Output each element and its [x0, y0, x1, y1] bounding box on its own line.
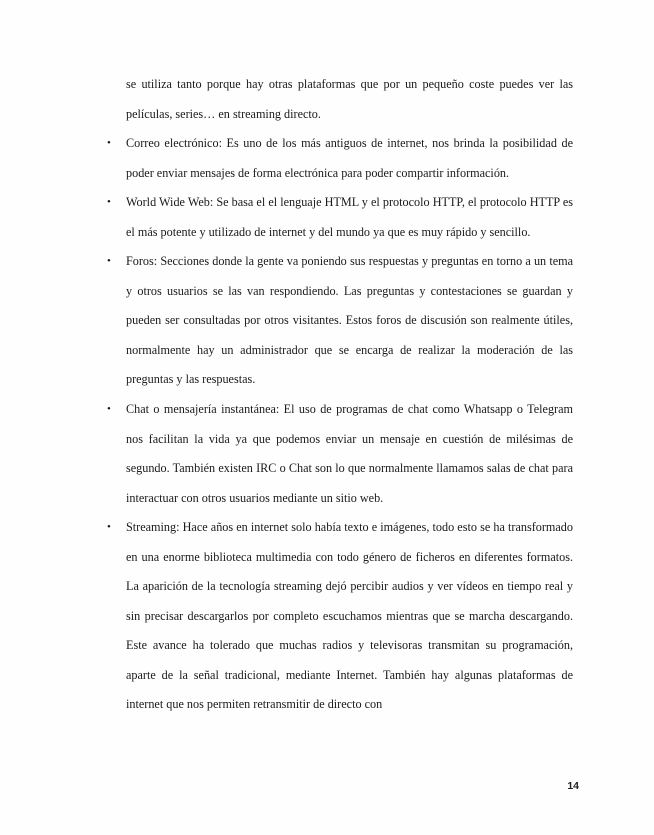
- bullet-icon: •: [107, 403, 111, 416]
- list-item-text: Correo electrónico: Es uno de los más antiguos de internet, nos brinda la posibilidad de poder enviar mensajes de forma electrónica para poder compartir información.: [126, 136, 573, 180]
- list-item-chat: [107, 395, 573, 513]
- list-item-text: World Wide Web: Se basa el el lenguaje HTML y el protocolo HTTP, el protocolo HTTP es el más potente y utilizado de internet y del mundo ya que es muy rápido y sencillo.: [126, 195, 573, 239]
- list-item-text: Chat o mensajería instantánea: El uso de programas de chat como Whatsapp o Telegram nos facilitan la vida ya que podemos enviar un mensaje en cuestión de milésimas de segundo. También existen IRC o Chat son lo que normalmente llamamos salas de chat para interactuar con otros usuarios mediante un sitio web.: [126, 402, 573, 505]
- bullet-icon: •: [107, 255, 111, 268]
- continuation-paragraph: se utiliza tanto porque hay otras plataformas que por un pequeño coste puedes ver las películas, series… en streaming directo.: [126, 77, 573, 121]
- page-number: 14: [567, 780, 579, 792]
- list-item-streaming: [107, 513, 573, 720]
- bullet-icon: •: [107, 521, 111, 534]
- list-item-text: Foros: Secciones donde la gente va poniendo sus respuestas y preguntas en torno a un tema y otros usuarios se las van respondiendo. Las preguntas y contestaciones se guardan y pueden ser consultadas por otros visitantes. Estos foros de discusión son realmente útiles, normalmente hay un administrador que se encarga de realizar la moderación de las preguntas y las respuestas.: [126, 254, 573, 387]
- list-item-correo: [107, 129, 573, 188]
- page-body: [107, 70, 573, 720]
- bullet-icon: •: [107, 137, 111, 150]
- list-item-text: Streaming: Hace años en internet solo había texto e imágenes, todo esto se ha transformado en una enorme biblioteca multimedia con todo género de ficheros en diferentes formatos. La aparición de la tecnología streaming dejó percibir audios y ver vídeos en tiempo real y sin precisar descargarlos por completo escuchamos mientras que se marcha descargando. Este avance ha tolerado que muchas radios y televisoras transmitan su programación, aparte de la señal tradicional, mediante Internet. También hay algunas plataformas de internet que nos permiten retransmitir de directo con: [126, 520, 573, 712]
- bullet-icon: •: [107, 196, 111, 209]
- list-item-foros: [107, 247, 573, 395]
- list-item-www: [107, 188, 573, 247]
